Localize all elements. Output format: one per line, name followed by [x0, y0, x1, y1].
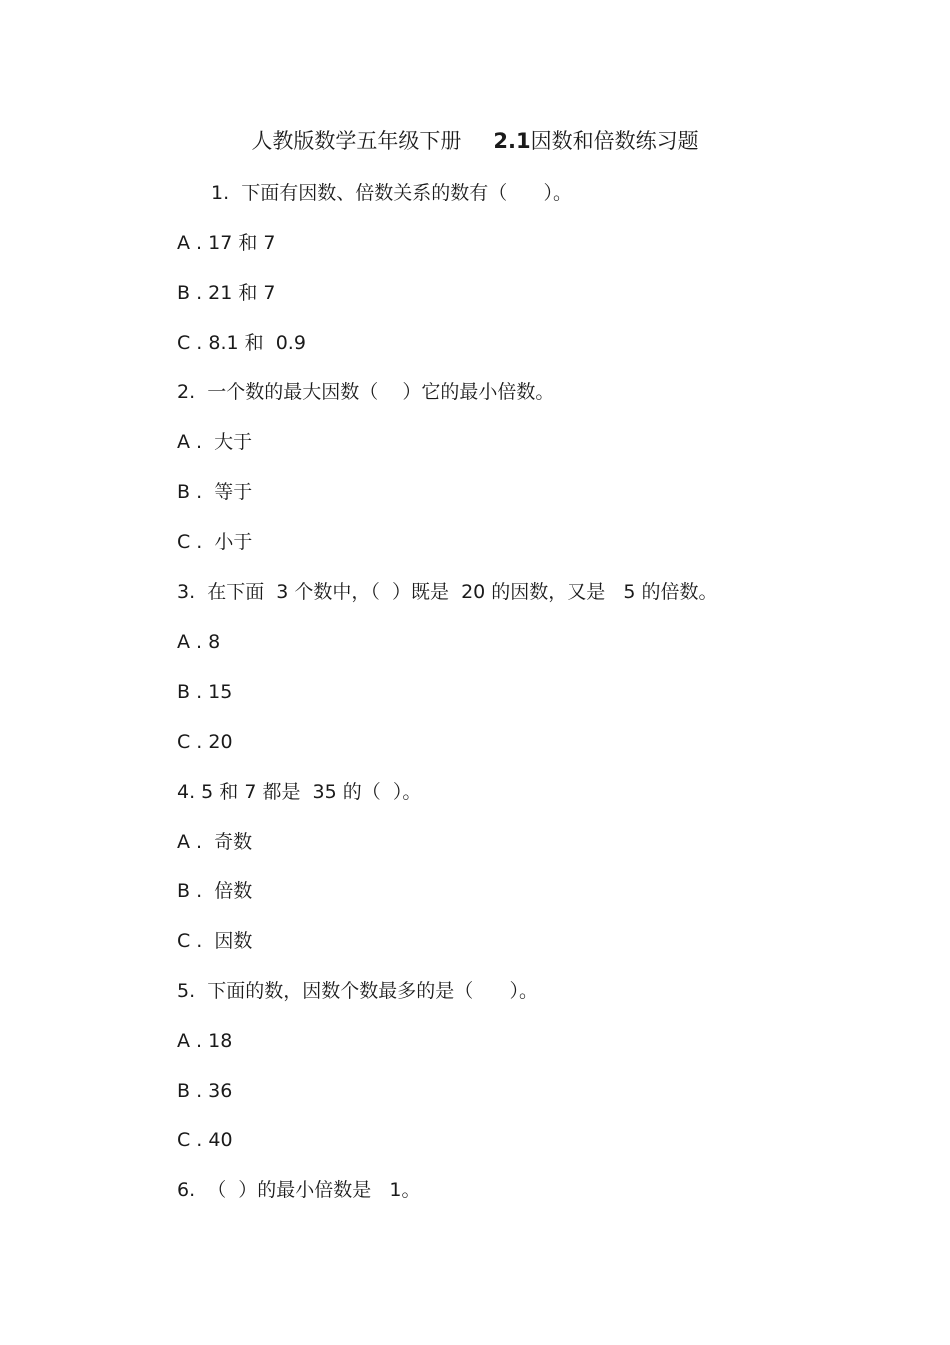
question-2-option-b: B . 等于 [177, 481, 253, 503]
question-3-option-b: B . 15 [177, 681, 233, 703]
question-3-stem: 3. 在下面 3 个数中，（ ）既是 20 的因数，又是 5 的倍数。 [177, 581, 718, 603]
question-1-option-a: A . 17 和 7 [177, 232, 276, 254]
title-text: 人教版数学五年级下册 [251, 129, 462, 153]
question-4-stem: 4. 5 和 7 都是 35 的（ ）。 [177, 781, 422, 803]
question-1-stem: 1. 下面有因数、倍数关系的数有（ ）。 [211, 182, 572, 204]
title-section-number: 2.1 [493, 129, 531, 153]
question-1-option-c: C . 8.1 和 0.9 [177, 332, 306, 354]
question-5-option-c: C . 40 [177, 1129, 233, 1151]
page-title [0, 126, 950, 156]
question-2-option-c: C . 小于 [177, 531, 253, 553]
question-3-option-c: C . 20 [177, 731, 233, 753]
question-2-stem: 2. 一个数的最大因数（ ）它的最小倍数。 [177, 381, 555, 403]
question-6-stem: 6. （ ）的最小倍数是 1。 [177, 1179, 421, 1201]
title-subject: 因数和倍数练习题 [530, 129, 699, 153]
question-5-option-a: A . 18 [177, 1030, 233, 1052]
question-4-option-c: C . 因数 [177, 930, 253, 952]
question-4-option-a: A . 奇数 [177, 831, 253, 853]
question-3-option-a: A . 8 [177, 631, 221, 653]
question-1-option-b: B . 21 和 7 [177, 282, 276, 304]
question-5-stem: 5. 下面的数，因数个数最多的是（ ）。 [177, 980, 538, 1002]
question-2-option-a: A . 大于 [177, 431, 253, 453]
question-4-option-b: B . 倍数 [177, 880, 253, 902]
question-5-option-b: B . 36 [177, 1080, 233, 1102]
